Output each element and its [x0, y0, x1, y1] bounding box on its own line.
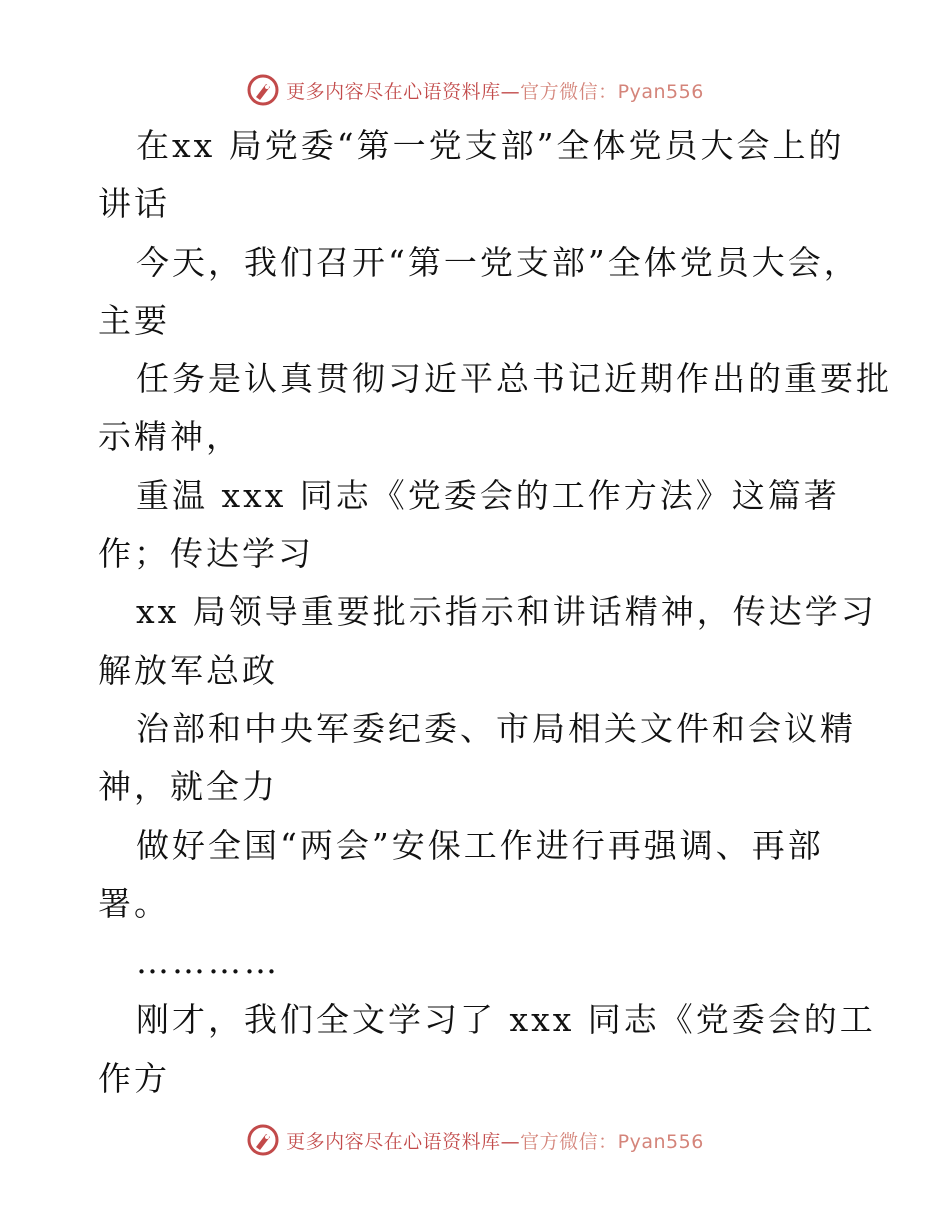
text-line: 讲话 [98, 184, 170, 224]
pen-nib-circle-icon [246, 1123, 280, 1157]
text-line: 主要 [98, 300, 170, 340]
text-line: 在xx 局党委“第一党支部”全体党员大会上的 [136, 126, 845, 165]
text-line: 示精神， [98, 417, 242, 457]
text-line: 做好全国“两会”安保工作进行再强调、再部 [136, 825, 824, 865]
text-line: ………… [136, 942, 280, 982]
text-line: xx 局领导重要批示指示和讲话精神，传达学习 [136, 592, 877, 632]
text-line: 今天，我们召开“第一党支部”全体党员大会， [136, 242, 860, 282]
watermark-main-text: 更多内容尽在心语资料库 [286, 80, 501, 103]
text-line: 任务是认真贯彻习近平总书记近期作出的重要批 [136, 359, 892, 399]
text-line: 解放军总政 [98, 650, 278, 690]
text-line: 神，就全力 [98, 767, 278, 807]
text-line: 治部和中央军委纪委、市局相关文件和会议精 [136, 708, 856, 748]
header-watermark [0, 70, 950, 110]
text-line: 署。 [98, 883, 170, 923]
watermark-wechat-text: 官方微信：Pyan556 [520, 1130, 704, 1153]
document-body [98, 117, 892, 1108]
text-line: 重温 xxx 同志《党委会的工作方法》这篇著 [136, 475, 840, 515]
watermark-text [286, 1127, 704, 1154]
watermark-text [286, 77, 704, 104]
watermark-content [246, 1123, 704, 1157]
footer-watermark [0, 1120, 950, 1160]
text-line: 作方 [98, 1058, 170, 1098]
watermark-wechat-text: 官方微信：Pyan556 [520, 80, 704, 103]
watermark-content [246, 73, 704, 107]
text-line: 刚才，我们全文学习了 xxx 同志《党委会的工 [136, 1000, 876, 1040]
pen-nib-circle-icon [246, 73, 280, 107]
watermark-dash: — [500, 1130, 521, 1153]
watermark-main-text: 更多内容尽在心语资料库 [286, 1130, 501, 1153]
text-line: 作；传达学习 [98, 534, 314, 574]
watermark-dash: — [500, 80, 521, 103]
